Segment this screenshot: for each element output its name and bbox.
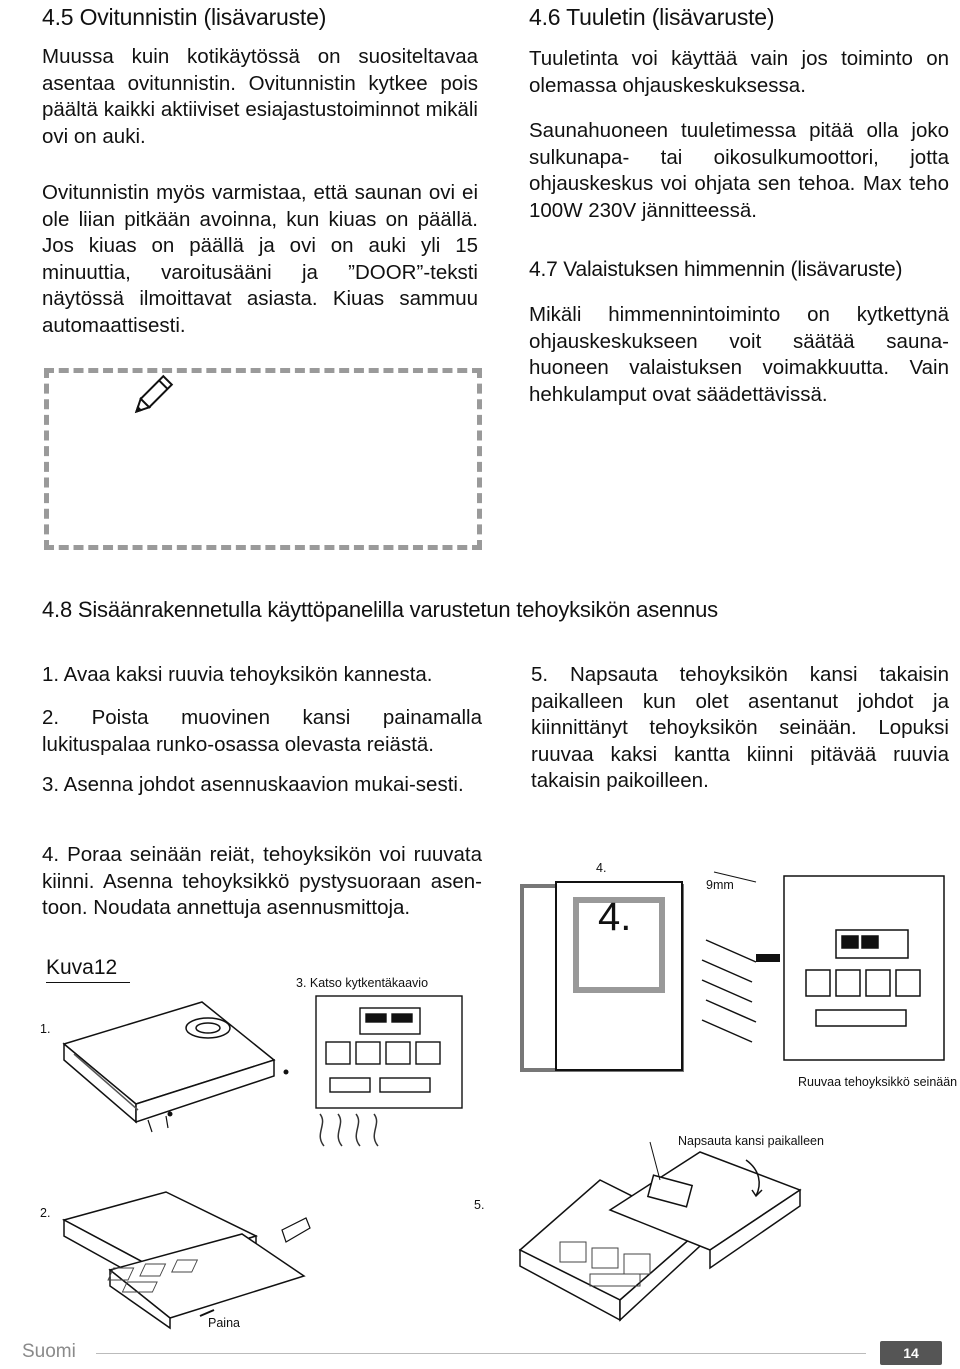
page-number: 14	[880, 1341, 942, 1365]
illustration-step-3	[300, 990, 480, 1150]
figure-label-1: 1.	[40, 1022, 51, 1036]
figure-label-4: 4.	[596, 861, 607, 875]
dimension-9mm: 9mm	[706, 878, 734, 892]
section-4-6-paragraph-2: Saunahuoneen tuuletimessa pitää olla joko sulkunapa- tai oikosulkumoottori, jotta ohjauskeskus voi ohjata sen tehoa. Max teho 100W 230V jännitteessä.	[529, 119, 949, 222]
figure-label-3: 3. Katso kytkentäkaavio	[296, 976, 429, 990]
section-4-8-title: 4.8 Sisäänrakennetulla käyttöpanelilla varustetun tehoyksikön asennus	[42, 597, 718, 622]
footer-language: Suomi	[22, 1341, 76, 1362]
section-4-7-paragraph: Mikäli himmennintoiminto on kytkettynä ohjauskeskukseen voit säätää sauna-huoneen valaistuksen voimakkuutta. Vain hehkulamput ovat säädettävissä.	[529, 303, 949, 406]
caption-snap-cover: Napsauta kansi paikalleen	[678, 1134, 824, 1148]
figure-title: Kuva12	[46, 956, 130, 983]
step-4: 4. Poraa seinään reiät, tehoyksikön voi ruuvata kiinni. Asenna tehoyksikkö pystysuoraan asen-toon. Noudata annettuja asennusmittoja.	[42, 843, 482, 919]
section-4-6-title: 4.6 Tuuletin (lisävaruste)	[529, 4, 775, 30]
figure-label-5: 5.	[474, 1198, 485, 1212]
illustration-step-4	[516, 870, 956, 1070]
section-4-5-paragraph-1: Muussa kuin kotikäytössä on suositeltavaa asentaa ovitunnistin. Ovitunnistin kytkee pois päältä kaikki aktiiviset esiajastustoiminnot mikäli ovi on auki.	[42, 45, 478, 148]
step-2: 2. Poista muovinen kansi painamalla lukituspalaa runko-osassa olevasta reiästä.	[42, 706, 482, 756]
caption-press: Paina	[208, 1316, 240, 1330]
figure-label-2: 2.	[40, 1206, 51, 1220]
caption-screw-unit: Ruuvaa tehoyksikkö seinään	[798, 1075, 958, 1089]
illustration-step-1	[60, 1000, 300, 1140]
illustration-step-2	[60, 1190, 340, 1330]
note-box	[44, 368, 482, 550]
section-4-5-paragraph-2: Ovitunnistin myös varmistaa, että saunan ovi ei ole liian pitkään avoinna, kun kiuas on päällä. Jos kiuas on päällä ja ovi on auki yli 15 minuuttia, varoitusääni ja ”DOOR”-teksti näytössä ilmoittavat asiasta. Kiuas sammuu automaattisesti.	[42, 181, 478, 337]
step-1: 1. Avaa kaksi ruuvia tehoyksikön kannesta.	[42, 663, 433, 686]
section-4-5-title: 4.5 Ovitunnistin (lisävaruste)	[42, 4, 327, 30]
step-5: 5. Napsauta tehoyksikön kansi takaisin paikalleen kun olet asentanut johdot ja kiinnittänyt tehoyksikön seinään. Lopuksi ruuvaa kaksi kantta kiinni pitävää ruuvia takaisin paikoilleen.	[531, 663, 949, 792]
section-4-6-paragraph-1: Tuuletinta voi käyttää vain jos toiminto on olemassa ohjauskeskuksessa.	[529, 47, 949, 97]
footer-rule	[96, 1353, 866, 1354]
section-4-7-title: 4.7 Valaistuksen himmennin (lisävaruste)	[529, 258, 903, 281]
step-3: 3. Asenna johdot asennuskaavion mukai-sesti.	[42, 773, 464, 796]
illustration-step-5	[500, 1150, 820, 1330]
pencil-icon	[128, 372, 176, 420]
svg-text:4.: 4.	[598, 895, 632, 939]
